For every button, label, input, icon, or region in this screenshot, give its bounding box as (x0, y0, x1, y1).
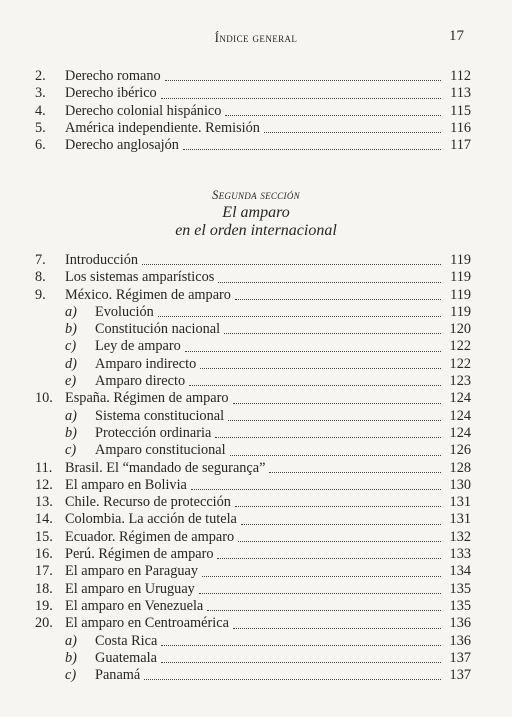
dot-leader (185, 350, 441, 352)
dot-leader (158, 315, 441, 317)
toc-entry-page: 119 (450, 252, 471, 268)
dot-leader (215, 436, 441, 438)
dot-leader (241, 523, 441, 525)
toc-entry (35, 460, 471, 477)
toc-entry-number: 14. (35, 511, 53, 528)
toc-entry-number: 19. (35, 597, 53, 614)
toc-entry-title: Derecho anglosajón (65, 137, 179, 154)
toc-entry (35, 390, 471, 407)
toc-entry-letter: b) (65, 649, 77, 666)
toc-entry (35, 120, 471, 137)
toc-entry (35, 408, 471, 425)
toc-entry-title: Derecho romano (65, 68, 161, 84)
toc-entry-page: 130 (449, 476, 471, 493)
dot-leader (142, 263, 441, 265)
dot-leader (233, 627, 441, 629)
toc-entry-letter: d) (65, 355, 77, 372)
dot-leader (230, 454, 441, 456)
dot-leader (235, 505, 441, 507)
dot-leader (199, 592, 441, 594)
toc-entry-page: 131 (449, 494, 471, 511)
toc-entry (35, 68, 471, 85)
toc-entry-page: 117 (450, 137, 471, 154)
section-label: Segunda sección (212, 188, 300, 202)
toc-entry (35, 511, 471, 528)
dot-leader (144, 678, 441, 680)
toc-entry-title: Protección ordinaria (95, 424, 212, 441)
toc-list-second-section (35, 252, 471, 684)
toc-entry-page: 123 (449, 373, 471, 390)
toc-entry-letter: a) (65, 632, 77, 649)
toc-entry-page: 122 (449, 355, 471, 372)
toc-entry (35, 667, 471, 684)
toc-entry-title: Guatemala (95, 649, 157, 666)
toc-entry-number: 12. (35, 476, 53, 493)
toc-entry-page: 124 (449, 390, 471, 407)
toc-entry (35, 633, 471, 650)
toc-entry-title: Chile. Recurso de protección (65, 494, 231, 511)
toc-entry-letter: a) (65, 407, 77, 424)
toc-entry-letter: b) (65, 321, 77, 338)
toc-entry-title: El amparo en Centroamérica (65, 615, 229, 632)
toc-entry-page: 128 (449, 459, 471, 476)
dot-leader (183, 148, 441, 150)
toc-entry-page: 132 (449, 528, 471, 545)
toc-entry-page: 134 (449, 563, 471, 580)
toc-entry-page: 136 (449, 615, 471, 632)
dot-leader (269, 471, 441, 473)
toc-entry-page: 135 (449, 597, 471, 614)
toc-entry-number: 5. (35, 119, 46, 136)
toc-entry-number: 10. (35, 390, 53, 407)
toc-entry-number: 17. (35, 563, 53, 580)
dot-leader (238, 540, 441, 542)
toc-entry-letter: c) (65, 667, 77, 684)
toc-entry-page: 131 (449, 511, 471, 528)
toc-entry-number: 8. (35, 269, 46, 286)
toc-entry-number: 4. (35, 102, 46, 119)
dot-leader (225, 114, 441, 116)
toc-entry-page: 119 (450, 286, 471, 303)
toc-entry-page: 136 (449, 632, 471, 649)
dot-leader (217, 557, 441, 559)
toc-entry-number: 18. (35, 580, 53, 597)
toc-entry-page: 135 (449, 580, 471, 597)
dot-leader (228, 419, 441, 421)
toc-entry-title: El amparo en Bolivia (65, 476, 187, 493)
dot-leader (161, 644, 441, 646)
toc-entry-title: Evolución (95, 303, 154, 320)
toc-entry-page: 133 (449, 546, 471, 563)
toc-entry-title: Ecuador. Régimen de amparo (65, 528, 235, 545)
dot-leader (218, 281, 441, 283)
toc-entry-title: Amparo indirecto (95, 355, 197, 372)
toc-entry (35, 338, 471, 355)
toc-entry (35, 494, 471, 511)
toc-entry-title: Introducción (65, 252, 139, 268)
toc-entry (35, 304, 471, 321)
toc-entry-page: 116 (450, 119, 471, 136)
toc-entry (35, 425, 471, 442)
toc-entry-page: 137 (449, 667, 471, 684)
toc-entry-title: Brasil. El “mandado de segurança” (65, 459, 266, 476)
toc-entry-letter: a) (65, 303, 77, 320)
dot-leader (189, 384, 441, 386)
toc-entry-title: Los sistemas amparísticos (65, 269, 215, 286)
toc-entry-title: Amparo directo (95, 373, 186, 390)
toc-entry-page: 112 (450, 68, 471, 84)
toc-entry (35, 598, 471, 615)
toc-entry-title: Ley de amparo (95, 338, 181, 355)
toc-entry-page: 137 (449, 649, 471, 666)
toc-entry-page: 126 (449, 442, 471, 459)
toc-entry-letter: c) (65, 338, 77, 355)
toc-entry-number: 2. (35, 68, 46, 84)
dot-leader (207, 609, 441, 611)
toc-entry-letter: e) (65, 373, 77, 390)
toc-entry-title: El amparo en Venezuela (65, 597, 204, 614)
toc-entry-number: 9. (35, 286, 46, 303)
toc-entry-number: 15. (35, 528, 53, 545)
section-title-line-2: en el orden internacional (175, 222, 337, 239)
toc-entry-page: 115 (450, 102, 471, 119)
toc-entry-letter: b) (65, 424, 77, 441)
toc-entry-page: 124 (449, 407, 471, 424)
toc-entry-title: Constitución nacional (95, 321, 221, 338)
toc-entry-page: 120 (449, 321, 471, 338)
toc-entry (35, 529, 471, 546)
dot-leader (233, 402, 441, 404)
toc-entry (35, 650, 471, 667)
toc-entry (35, 477, 471, 494)
dot-leader (264, 131, 441, 133)
toc-entry-title: El amparo en Paraguay (65, 563, 198, 580)
toc-entry (35, 321, 471, 338)
dot-leader (191, 488, 441, 490)
dot-leader (165, 79, 441, 81)
toc-entry-number: 11. (35, 459, 53, 476)
toc-entry-title: Panamá (95, 667, 141, 684)
toc-entry-title: América independiente. Remisión (65, 119, 260, 136)
toc-entry-number: 6. (35, 137, 46, 154)
toc-entry-title: Perú. Régimen de amparo (65, 546, 214, 563)
toc-entry-title: Sistema constitucional (95, 407, 225, 424)
toc-entry-number: 3. (35, 85, 46, 102)
toc-entry (35, 287, 471, 304)
toc-entry-page: 119 (450, 303, 471, 320)
toc-entry-title: Derecho ibérico (65, 85, 157, 102)
toc-entry (35, 373, 471, 390)
toc-entry-title: España. Régimen de amparo (65, 390, 229, 407)
toc-entry-title: El amparo en Uruguay (65, 580, 195, 597)
dot-leader (161, 97, 441, 99)
toc-entry-title: Amparo constitucional (95, 442, 226, 459)
toc-entry (35, 252, 471, 269)
toc-entry-title: México. Régimen de amparo (65, 286, 231, 303)
toc-entry (35, 269, 471, 286)
toc-entry (35, 615, 471, 632)
toc-entry-number: 7. (35, 252, 46, 268)
dot-leader (224, 332, 441, 334)
toc-entry (35, 137, 471, 154)
dot-leader (200, 367, 441, 369)
page-number: 17 (449, 28, 464, 44)
section-heading (0, 187, 512, 240)
dot-leader (202, 575, 441, 577)
toc-entry-letter: c) (65, 442, 77, 459)
toc-entry-title: Costa Rica (95, 632, 158, 649)
dot-leader (161, 661, 441, 663)
toc-entry (35, 103, 471, 120)
toc-entry (35, 563, 471, 580)
toc-entry-title: Colombia. La acción de tutela (65, 511, 237, 528)
toc-entry (35, 85, 471, 102)
toc-entry (35, 356, 471, 373)
toc-entry-title: Derecho colonial hispánico (65, 102, 222, 119)
running-head (0, 30, 512, 50)
toc-entry-number: 16. (35, 546, 53, 563)
toc-entry (35, 546, 471, 563)
toc-entry-page: 119 (450, 269, 471, 286)
toc-entry-page: 124 (449, 424, 471, 441)
section-title-line-1: El amparo (222, 204, 290, 221)
running-head-title: Índice general (214, 30, 298, 45)
toc-list-first-section (35, 68, 471, 154)
toc-entry-page: 122 (449, 338, 471, 355)
dot-leader (235, 298, 441, 300)
toc-entry-number: 13. (35, 494, 53, 511)
toc-entry-page: 113 (450, 85, 471, 102)
toc-entry (35, 581, 471, 598)
toc-entry-number: 20. (35, 615, 53, 632)
toc-entry (35, 442, 471, 459)
